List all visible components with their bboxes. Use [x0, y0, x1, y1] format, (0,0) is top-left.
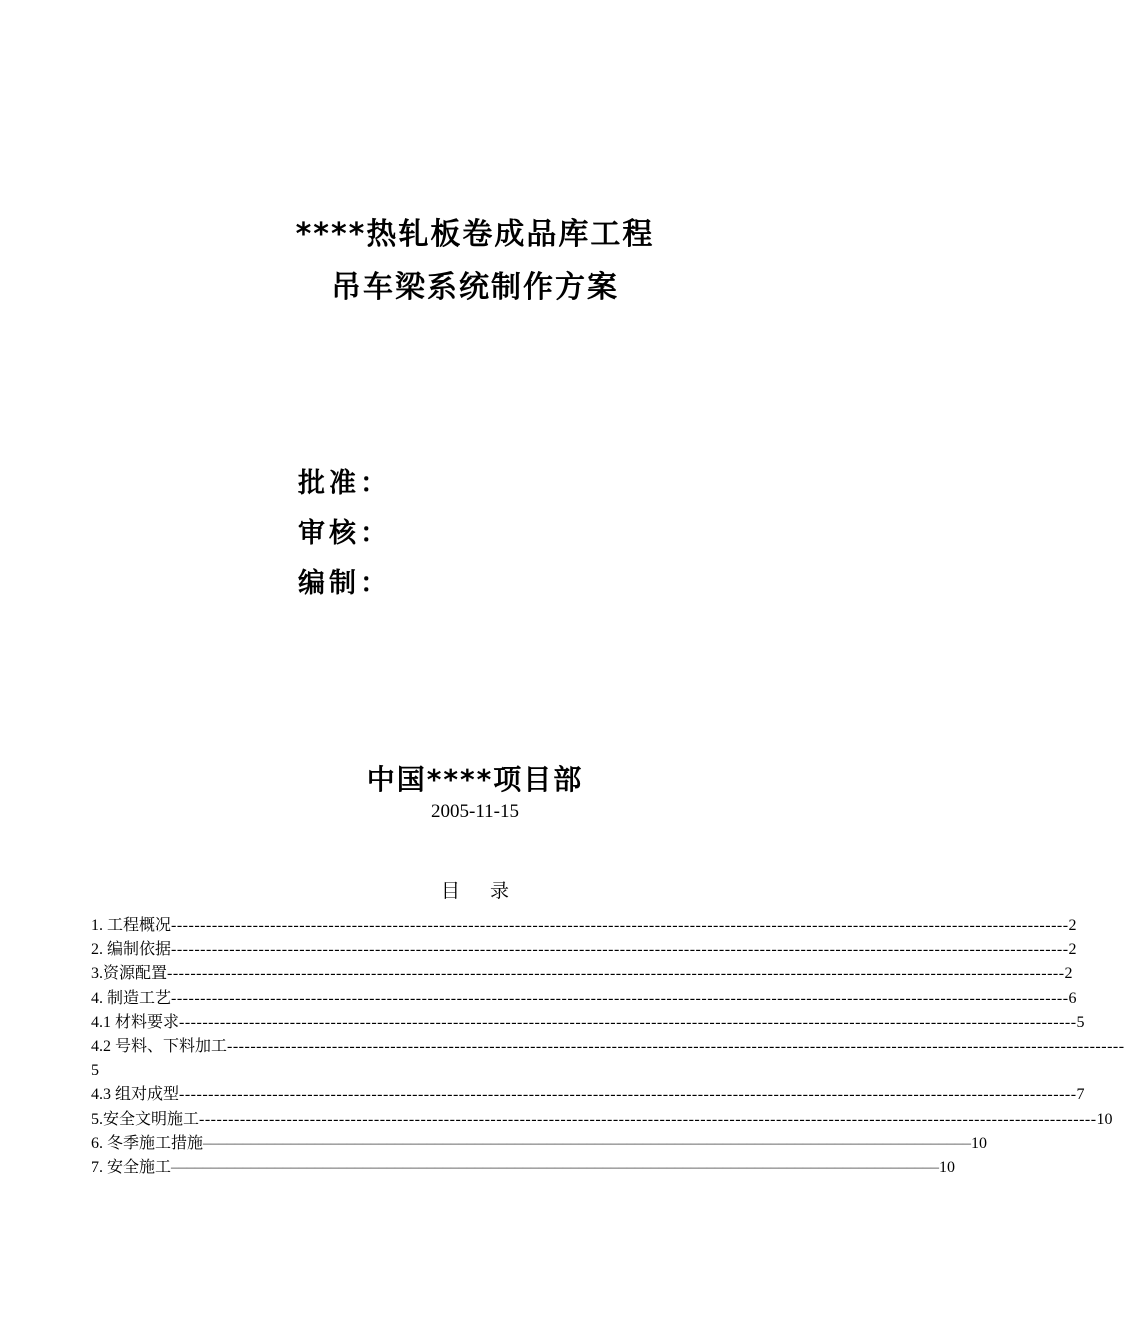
toc-leader: ––––––––––––––––––––––––––––––––––––––––––––––––––––––––––––––––––––––––––––––––––––––––––––––––: [171, 1159, 940, 1177]
toc-entry-label: 7. 安全施工: [91, 1159, 172, 1177]
compile-signature-label: 编制：: [298, 568, 391, 599]
toc-entry[interactable]: [91, 1011, 1085, 1035]
toc-leader: ----------------------------------------------------------------------------------------------------------------------------------------------------------: [167, 965, 1065, 983]
toc-entry-page: 10: [971, 1134, 988, 1152]
toc-entry-page: 6: [1068, 989, 1077, 1007]
toc-leader: ----------------------------------------------------------------------------------------------------------------------------------------------------------: [179, 1086, 1077, 1104]
toc-entry-page: 7: [1076, 1086, 1085, 1104]
document-date: 2005-11-15: [431, 801, 519, 822]
toc-entry-label: 2. 编制依据: [91, 941, 172, 959]
toc-entry-label: 4.1 材料要求: [91, 1013, 180, 1031]
toc-leader: ----------------------------------------------------------------------------------------------------------------------------------------------------------: [179, 1013, 1077, 1031]
toc-leader: ----------------------------------------------------------------------------------------------------------------------------------------------------------: [171, 917, 1069, 934]
approve-signature-label: 批准：: [298, 468, 391, 499]
toc-leader: ----------------------------------------------------------------------------------------------------------------------------------------------------------: [199, 1110, 1097, 1128]
document-title-line-2: 吊车梁系统制作方案: [331, 270, 619, 305]
toc-entry-page: 10: [1096, 1110, 1113, 1128]
toc-entry[interactable]: [91, 1035, 1125, 1083]
review-signature-label: 审核：: [298, 518, 391, 549]
toc-entry-page: 2: [1068, 917, 1077, 934]
toc-entry-page: 2: [1068, 941, 1077, 959]
table-of-contents: [91, 914, 1125, 1180]
toc-entry[interactable]: [91, 1108, 1113, 1132]
toc-entry[interactable]: [91, 1132, 988, 1156]
toc-entry-label: 3.资源配置: [91, 965, 168, 983]
toc-entry-page: 5: [91, 1062, 99, 1080]
toc-leader: ----------------------------------------------------------------------------------------------------------------------------------------------------------: [227, 1038, 1125, 1056]
toc-entry[interactable]: [91, 938, 1077, 962]
toc-entry-label: 4. 制造工艺: [91, 989, 172, 1007]
toc-entry-label: 5.安全文明施工: [91, 1110, 200, 1128]
toc-entry-label: 4.2 号料、下料加工: [91, 1038, 228, 1056]
toc-entry[interactable]: [91, 1083, 1085, 1107]
organization-name: 中国****项目部: [366, 763, 584, 796]
toc-entry[interactable]: [91, 914, 1077, 938]
toc-entry-page: 10: [939, 1159, 956, 1177]
toc-entry[interactable]: [91, 1156, 956, 1180]
toc-entry-label: 1. 工程概况: [91, 917, 172, 934]
toc-leader: ----------------------------------------------------------------------------------------------------------------------------------------------------------: [171, 989, 1069, 1007]
document-title-line-1: ****热轧板卷成品库工程: [295, 217, 655, 252]
toc-entry[interactable]: [91, 962, 1073, 986]
toc-entry-page: 5: [1076, 1013, 1085, 1031]
toc-entry-page: 2: [1064, 965, 1073, 983]
toc-heading: 目录: [440, 880, 539, 902]
toc-leader: ––––––––––––––––––––––––––––––––––––––––––––––––––––––––––––––––––––––––––––––––––––––––––––––––: [203, 1134, 972, 1152]
toc-entry-label: 4.3 组对成型: [91, 1086, 180, 1104]
toc-leader: ----------------------------------------------------------------------------------------------------------------------------------------------------------: [171, 941, 1069, 959]
toc-entry[interactable]: [91, 987, 1077, 1011]
toc-entry-label: 6. 冬季施工措施: [91, 1134, 204, 1152]
